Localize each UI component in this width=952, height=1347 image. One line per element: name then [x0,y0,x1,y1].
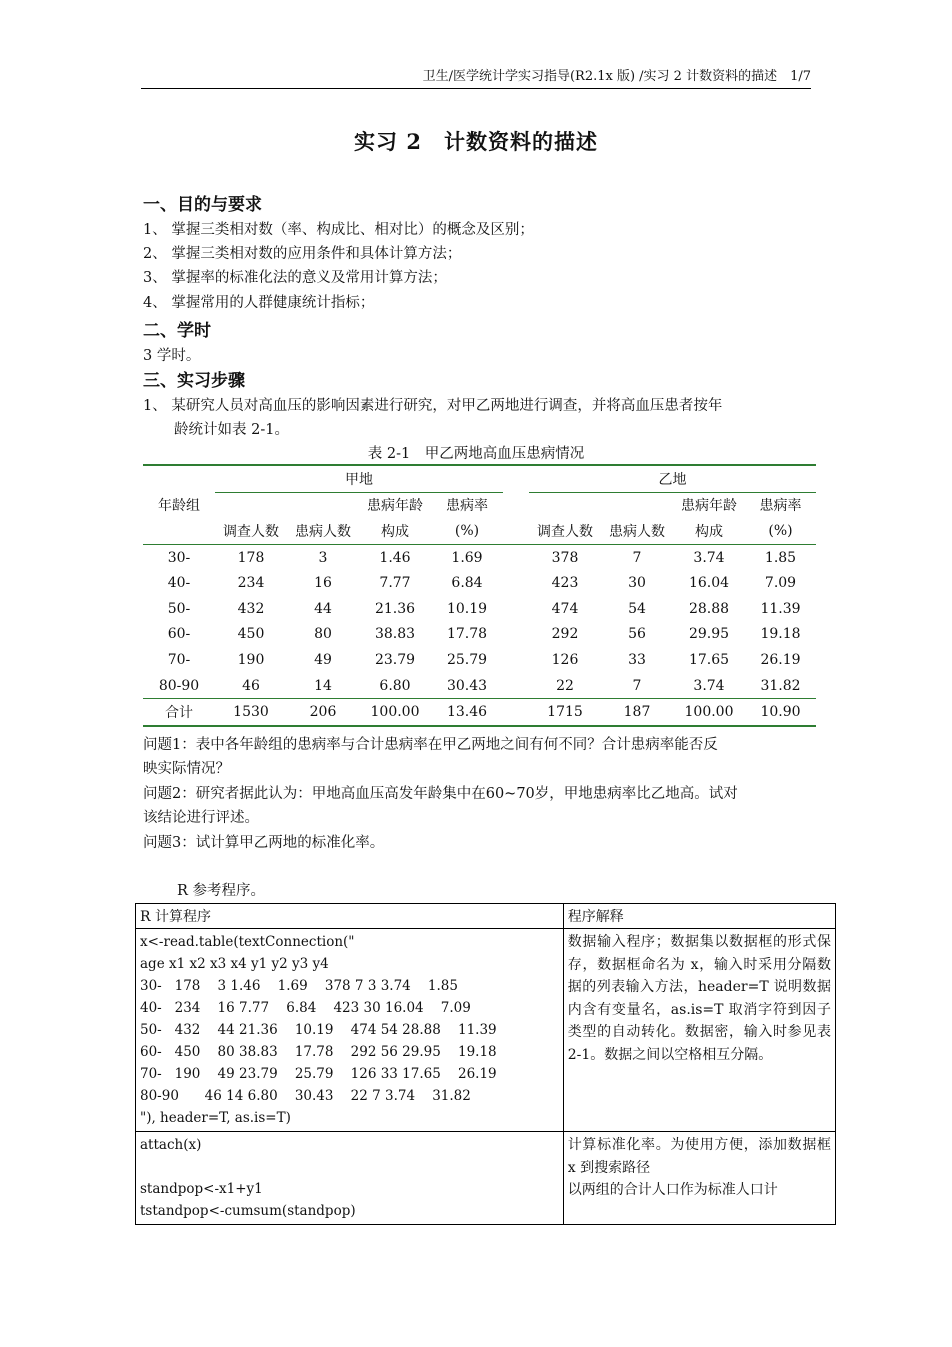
table-cell: 25.79 [446,651,488,668]
table-cell: 6.80 [379,677,411,694]
table-cell: 16.04 [688,575,730,592]
row-age-group: 50- [167,600,191,617]
question-3: 问题3：试计算甲乙两地的标准化率。 [143,835,385,851]
row-age-group: 30- [167,549,191,566]
step-paragraph-cont: 龄统计如表 2-1。 [174,422,289,438]
goal-item: 4、 掌握常用的人群健康统计指标； [143,295,375,311]
goal-item: 2、 掌握三类相对数的应用条件和具体计算方法； [143,246,462,262]
table-cell: 19.18 [760,626,801,643]
table-cell: 21.36 [374,600,416,617]
header-prevalence: 患病率 [759,498,802,515]
program-table [135,903,836,1225]
table-cell: 14 [314,677,332,694]
table-cell: 7 [632,677,642,694]
table-cell: 1.46 [379,549,411,566]
table-cell: 432 [237,600,265,617]
table-cell: 28.88 [688,600,730,617]
total-cell: 13.46 [431,699,503,726]
header-surveyed: 调查人数 [215,518,287,544]
header-region-b: 乙地 [529,465,816,492]
table-cell: 30 [628,575,646,592]
total-cell: 1715 [529,699,601,726]
program-intro: R 参考程序。 [177,883,266,899]
table-caption: 表 2-1 甲乙两地高血压患病情况 [367,446,585,462]
table-cell: 26.19 [760,651,801,668]
table-row [143,622,816,648]
table-cell: 80 [314,626,332,643]
total-cell: 187 [601,699,673,726]
step-paragraph: 1、 某研究人员对高血压的影响因素进行研究，对甲乙两地进行调查，并将高血压患者按年 [143,398,723,414]
table-cell: 378 [551,549,579,566]
total-cell: 206 [287,699,359,726]
total-cell: 1530 [215,699,287,726]
table-cell: 29.95 [688,626,730,643]
header-prevalence: 患病率 [446,498,488,515]
table-cell: 16 [314,575,332,592]
hours-text: 3 学时。 [143,348,201,364]
question-1: 问题1：表中各年龄组的患病率与合计患病率在甲乙两地之间有何不同？合计患病率能否反 [143,737,718,753]
table-cell: 7.09 [764,575,797,592]
question-2: 问题2：研究者据此认为：甲地高血压高发年龄集中在60~70岁，甲地患病率比乙地高。试对 [143,786,738,802]
table-cell: 7.77 [379,575,411,592]
section-heading-goals: 一、目的与要求 [143,195,262,215]
program-explanation: 数据输入程序；数据集以数据框的形式保存，数据框命名为 x，输入时采用分隔数据的列表输入方法，header=T 说明数据内含有变量名，as.is=T 取消字符到因子类型的自动转化。数据密，输入时参见表 2-1。数据之间以空格相互分隔。 [563,929,835,1132]
row-age-group: 60- [167,626,191,643]
table-row [143,673,816,699]
table-cell: 1.85 [764,549,797,566]
table-cell: 178 [237,549,265,566]
question-1-cont: 映实际情况？ [143,761,230,777]
table-cell: 22 [556,677,574,694]
table-cell: 423 [551,575,579,592]
header-composition-unit: 构成 [673,518,745,544]
table-cell: 46 [242,677,260,694]
table-cell: 6.84 [451,575,483,592]
table-cell: 234 [237,575,265,592]
header-prevalence-unit: (%) [431,518,503,544]
total-cell: 100.00 [359,699,431,726]
table-cell: 11.39 [760,600,801,617]
table-cell: 23.79 [374,651,416,668]
table-cell: 54 [628,600,646,617]
section-heading-steps: 三、实习步骤 [143,371,245,391]
table-cell: 56 [628,626,646,643]
page-title: 实习 2 计数资料的描述 [354,129,598,154]
table-cell: 450 [237,626,265,643]
table-cell: 1.69 [451,549,483,566]
table-cell: 31.82 [760,677,801,694]
table-cell: 33 [628,651,646,668]
header-prevalence-unit: (%) [745,518,816,544]
table-total-row [143,699,816,726]
table-cell: 126 [551,651,579,668]
goal-item: 1、 掌握三类相对数（率、构成比、相对比）的概念及区别； [143,222,534,238]
header-surveyed: 调查人数 [529,518,601,544]
program-head-explanation: 程序解释 [563,904,835,929]
table-row [143,596,816,622]
section-heading-hours: 二、学时 [143,321,211,341]
table-cell: 17.78 [446,626,488,643]
table-row [143,647,816,673]
program-head-code: R 计算程序 [136,904,564,929]
table-cell: 49 [314,651,332,668]
table-cell: 292 [551,626,579,643]
table-cell: 190 [237,651,265,668]
table-cell: 10.19 [446,600,488,617]
question-2-cont: 该结论进行评述。 [143,810,259,826]
total-cell: 10.90 [745,699,816,726]
table-row [143,544,816,570]
header-patients: 患病人数 [601,518,673,544]
program-explanation: 计算标准化率。为使用方便，添加数据框 x 到搜索路径 以两组的合计人口作为标准人口计 [563,1132,835,1225]
table-cell: 3.74 [693,549,725,566]
header-age-group: 年龄组 [143,465,215,544]
running-header: 卫生/医学统计学实习指导(R2.1x 版) /实习 2 计数资料的描述 1/7 [141,66,811,89]
table-cell: 3 [318,549,328,566]
table-cell: 7 [632,549,642,566]
header-composition-unit: 构成 [359,518,431,544]
row-age-group: 80-90 [158,677,200,694]
goal-item: 3、 掌握率的标准化法的意义及常用计算方法； [143,270,447,286]
table-cell: 30.43 [446,677,488,694]
data-table [143,464,816,727]
table-cell: 38.83 [374,626,416,643]
row-age-group: 40- [167,575,191,592]
table-cell: 17.65 [688,651,730,668]
table-cell: 44 [314,600,332,617]
total-cell: 100.00 [673,699,745,726]
table-row [143,570,816,596]
header-age-composition: 患病年龄 [681,498,737,515]
program-code-block: attach(x) standpop<-x1+y1 tstandpop<-cumsum(standpop) [136,1132,564,1225]
header-patients: 患病人数 [287,518,359,544]
total-label: 合计 [143,699,215,726]
table-cell: 474 [551,600,579,617]
table-cell: 3.74 [693,677,725,694]
program-code-block: x<-read.table(textConnection(" age x1 x2 x3 x4 y1 y2 y3 y4 30- 178 3 1.46 1.69 378 7 3 3.74 1.85 40- 234 16 7.77 6.84 423 30 16.04 7.09 50- 432 44 21.36 10.19 474 54 28.88 11.39 60- 450 80 38.83 17.78 292 56 29.95 19.18 70- 190 49 23.79 25.79 126 33 17.65 26.19 80-90 46 14 6.80 30.43 22 7 3.74 31.82 "), header=T, as.is=T) [136,929,564,1132]
row-age-group: 70- [167,651,191,668]
header-region-a: 甲地 [215,465,503,492]
header-age-composition: 患病年龄 [367,498,423,515]
